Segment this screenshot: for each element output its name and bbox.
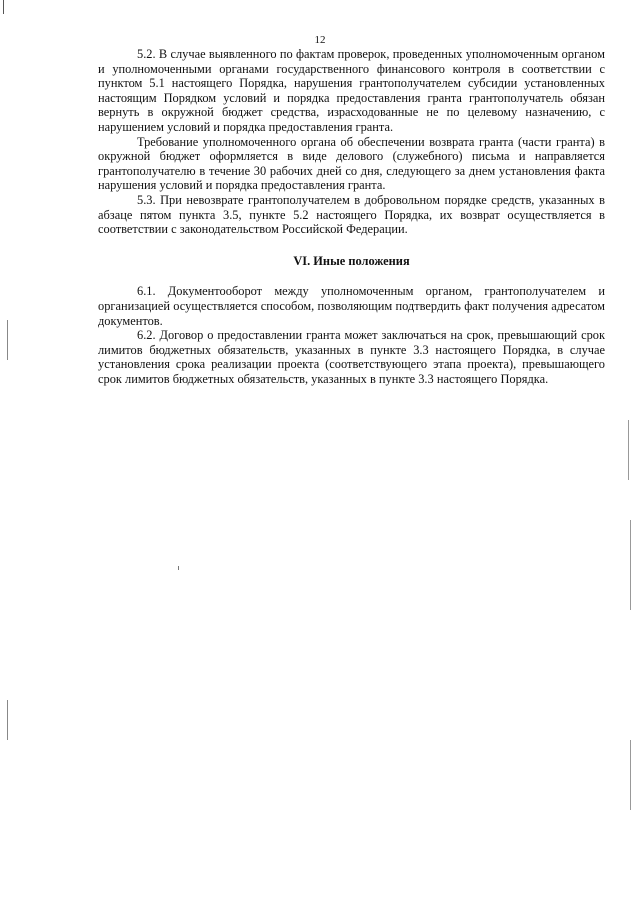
section-heading: VI. Иные положения — [293, 253, 410, 268]
paragraph-5-2-demand: Требование уполномоченного органа об обеспечении возврата гранта (части гранта) в окружной бюджет оформляется в виде делового (служебного) письма и направляется грантополучателю в течение 30 рабочих дней со дня, следующего за днем установления факта нарушения условий и порядка предоставления гранта. — [98, 134, 605, 193]
paragraph-6-2: 6.2. Договор о предоставлении гранта может заключаться на срок, превышающий срок лимитов бюджетных обязательств, указанных в пункте 3.3 настоящего Порядка, в случае установления срока реализации проекта (соответствующего этапа проекта), превышающего срок лимитов бюджетных обязательств, указанных в пункте 3.3 настоящего Порядка. — [98, 328, 605, 386]
scan-edge-mark — [3, 0, 4, 14]
document-body — [98, 47, 605, 386]
page-number: 12 — [314, 34, 326, 46]
paragraph-6-1: 6.1. Документооборот между уполномоченным органом, грантополучателем и организацией осуществляется способом, позволяющим подтвердить факт получения адресатом документов. — [98, 284, 605, 328]
scan-edge-mark — [7, 700, 8, 740]
scan-edge-mark — [7, 320, 8, 360]
paragraph-5-3: 5.3. При невозврате грантополучателем в добровольном порядке средств, указанных в абзаце пятом пункта 3.5, пункте 5.2 настоящего Порядка, их возврат осуществляется в соответствии с законодательством Российской Федерации. — [98, 192, 605, 237]
scan-speck — [178, 566, 179, 570]
scan-edge-mark — [630, 740, 631, 810]
paragraph-5-2: 5.2. В случае выявленного по фактам проверок, проведенных уполномоченным органом и уполномоченными органами государственного финансового контроля в соответствии с пунктом 5.1 настоящего Порядка, нарушения грантополучателем субсидии установленных настоящим Порядком условий и порядка предоставления гранта грантополучатель обязан вернуть в окружной бюджет средства, израсходованные не по целевому назначению, с нарушением условий и порядка предоставления гранта. — [98, 47, 605, 134]
scan-edge-mark — [628, 420, 629, 480]
scan-edge-mark — [630, 520, 631, 610]
